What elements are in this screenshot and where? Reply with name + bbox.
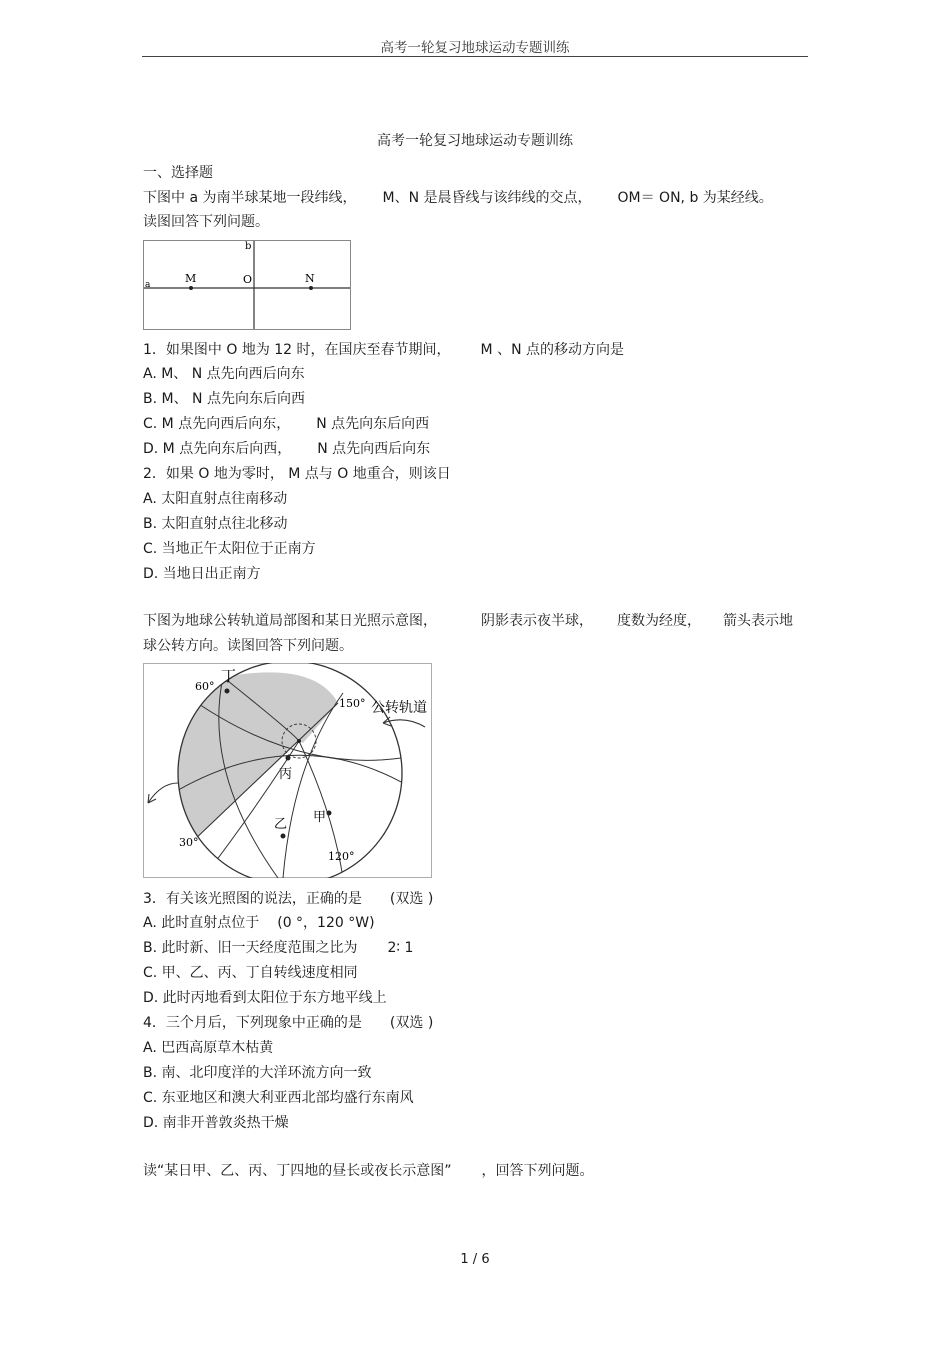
q2-option-d: D. 当地日出正南方 [143, 566, 261, 582]
q4-option-d: D. 南非开普敦炎热干燥 [143, 1115, 289, 1131]
intro2-part3: 度数为经度， [617, 613, 701, 629]
q1-option-c [143, 415, 429, 433]
q4-option-a: A. 巴西高原草木枯黄 [143, 1040, 274, 1056]
q3-option-d: D. 此时丙地看到太阳位于东方地平线上 [143, 990, 387, 1006]
label-ding: 丁 [221, 667, 237, 685]
intro1-part2: M、N 是晨昏线与该纬线的交点， [382, 190, 592, 206]
q4-stem-part1: 4．三个月后，下列现象中正确的是 [143, 1015, 362, 1031]
intro2-line2: 球公转方向。读图回答下列问题。 [143, 638, 353, 654]
label-a: a [145, 280, 151, 290]
running-header: 高考一轮复习地球运动专题训练 [380, 40, 570, 56]
label-o: O [243, 273, 253, 286]
q2-option-b: B. 太阳直射点往北移动 [143, 516, 288, 532]
q1-option-d-part1: D. M 点先向东后向西， [143, 441, 292, 457]
q3-option-b [143, 939, 413, 957]
point-m [189, 286, 193, 290]
q1-option-d [143, 440, 430, 458]
intro1-part3: OM＝ ON, b 为某经线。 [617, 190, 773, 206]
intro1-line2: 读图回答下列问题。 [143, 214, 269, 230]
intro1-part1: 下图中 a 为南半球某地一段纬线， [143, 190, 357, 206]
label-bing: 丙 [279, 767, 293, 782]
q1-option-c-part1: C. M 点先向西后向东， [143, 416, 291, 432]
label-150-degree: 150° [339, 697, 366, 710]
q3-stem [143, 890, 433, 908]
intro2-part4: 箭头表示地 [723, 613, 793, 629]
label-jia: 甲 [313, 810, 327, 825]
q1-option-a: A. M、 N 点先向西后向东 [143, 366, 305, 382]
q3-option-b-part2: 2∶ 1 [387, 940, 414, 956]
label-60-degree: 60° [195, 680, 215, 693]
q1-option-c-part2: N 点先向东后向西 [316, 416, 430, 432]
point-jia [327, 811, 332, 816]
q3-option-a [143, 914, 375, 932]
q2-option-c: C. 当地正午太阳位于正南方 [143, 541, 316, 557]
label-120-degree: 120° [328, 850, 355, 863]
q1-stem [143, 341, 624, 359]
q1-option-d-part2: N 点先向西后向东 [317, 441, 431, 457]
label-30-degree: 30° [179, 836, 199, 849]
page-number: 1 / 6 [460, 1252, 490, 1267]
q3-stem-part1: 3．有关该光照图的说法，正确的是 [143, 891, 362, 907]
intro3-line [143, 1162, 594, 1180]
intro3-part2: ，回答下列问题。 [481, 1163, 594, 1179]
q3-option-c: C. 甲、乙、丙、丁自转线速度相同 [143, 965, 358, 981]
q3-option-a-part1: A. 此时直射点位于 [143, 915, 260, 931]
intro2-part2: 阴影表示夜半球， [481, 613, 593, 629]
point-n [309, 286, 313, 290]
point-ding [225, 689, 230, 694]
q4-stem-part2: (双选 ) [389, 1015, 434, 1031]
intro3-part1: 读“某日甲、乙、丙、丁四地的昼长或夜长示意图” [143, 1163, 452, 1179]
figure-illumination-diagram [143, 663, 433, 878]
intro2-line1 [143, 612, 793, 630]
q1-stem-part2: M 、N 点的移动方向是 [480, 342, 624, 358]
q2-stem: 2．如果 O 地为零时， M 点与 O 地重合，则该日 [143, 466, 451, 482]
q3-option-a-part2: (0 °，120 °W) [277, 915, 375, 931]
label-orbit: 公转轨道 [371, 700, 427, 716]
point-yi [281, 834, 286, 839]
label-b: b [245, 241, 252, 252]
q1-stem-part1: 1．如果图中 O 地为 12 时，在国庆至春节期间， [143, 342, 451, 358]
label-n: N [305, 272, 315, 285]
intro1-line1 [143, 189, 773, 207]
q3-stem-part2: (双选 ) [389, 891, 434, 907]
intro2-part1: 下图为地球公转轨道局部图和某日光照示意图， [143, 613, 437, 629]
q3-option-b-part1: B. 此时新、旧一天经度范围之比为 [143, 940, 358, 956]
label-yi: 乙 [274, 817, 288, 832]
q1-option-b: B. M、 N 点先向东后向西 [143, 391, 305, 407]
q4-option-c: C. 东亚地区和澳大利亚西北部均盛行东南风 [143, 1090, 414, 1106]
label-m: M [185, 272, 197, 285]
section-heading: 一、选择题 [143, 165, 213, 181]
point-bing [286, 756, 291, 761]
q2-option-a: A. 太阳直射点往南移动 [143, 491, 288, 507]
header-divider [142, 56, 808, 57]
q4-stem [143, 1014, 433, 1032]
q4-option-b: B. 南、北印度洋的大洋环流方向一致 [143, 1065, 372, 1081]
document-title: 高考一轮复习地球运动专题训练 [377, 133, 573, 149]
pole-point [297, 739, 301, 743]
figure-latitude-diagram [143, 240, 353, 330]
